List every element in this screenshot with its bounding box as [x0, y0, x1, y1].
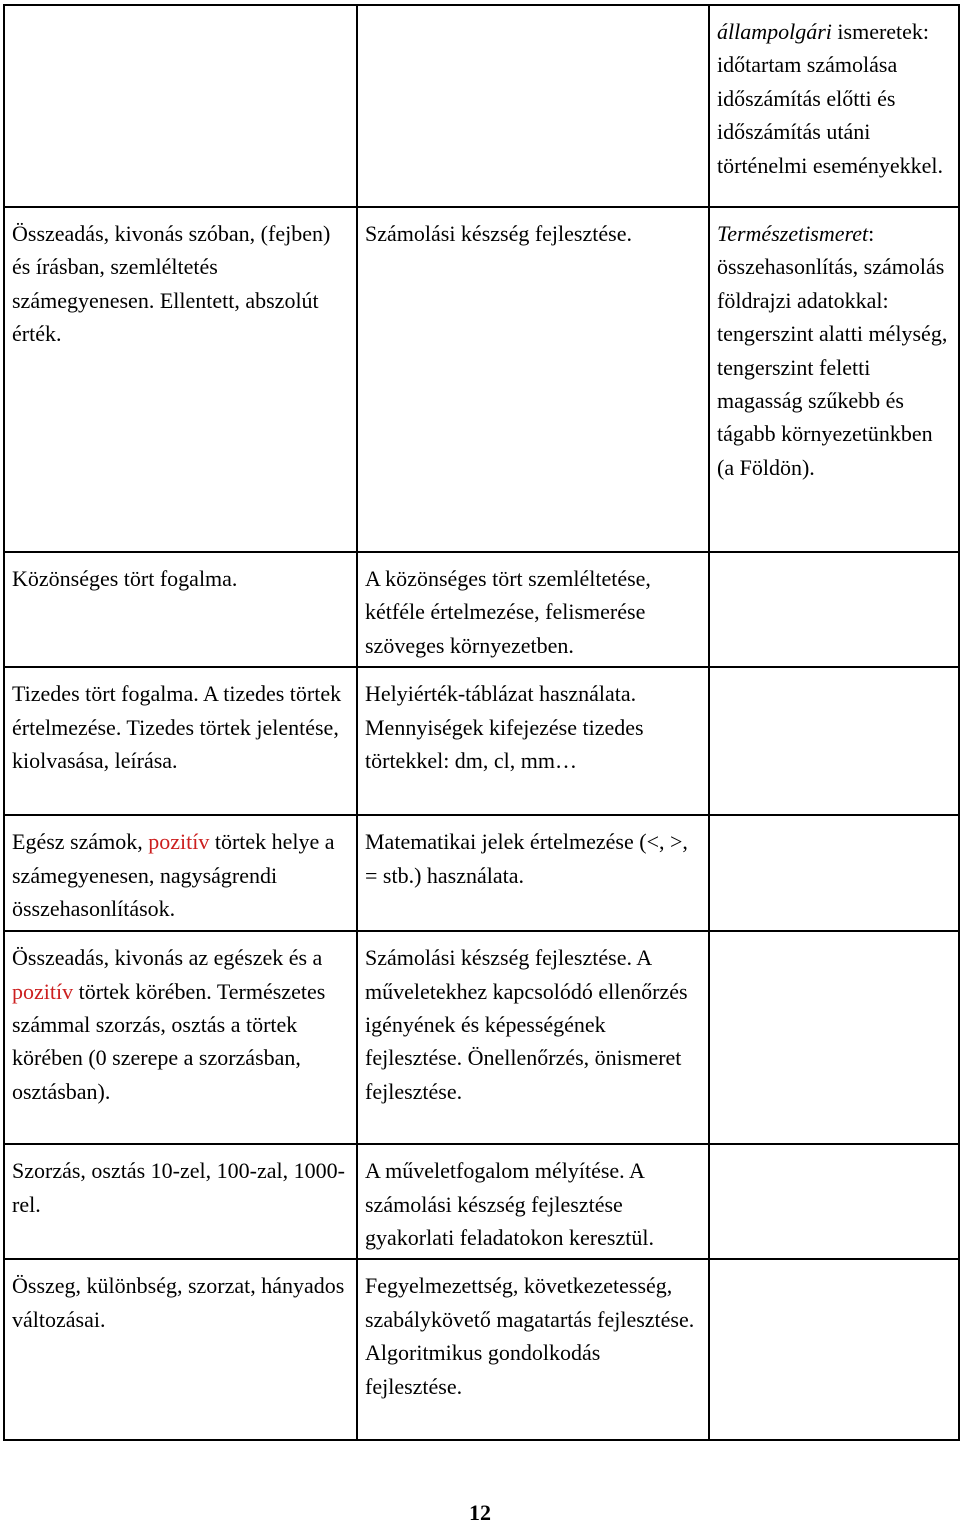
text-run: Helyiérték-táblázat használata. Mennyiségek kifejezése tizedes törtekkel: dm, cl, mm…	[365, 681, 644, 774]
connections-cell	[709, 1144, 959, 1259]
text-run: ismeretek: időtartam számolása időszámítás előtti és időszámítás utáni történelmi eseményekkel.	[717, 19, 944, 178]
text-run: Összeadás, kivonás szóban, (fejben) és írásban, szemléltetés számegyenesen. Ellentett, abszolút érték.	[12, 221, 331, 347]
table-row	[4, 815, 959, 931]
table-row	[4, 667, 959, 815]
text-run: Matematikai jelek értelmezése (<, >, = stb.) használata.	[365, 829, 688, 888]
table-row	[4, 1144, 959, 1259]
text-run: : összehasonlítás, számolás földrajzi adatokkal: tengerszint alatti mélység, tengerszint feletti magasság szűkebb és tágabb környezetünkben (a Földön).	[717, 221, 948, 480]
text-run: törtek körében. Természetes számmal szorzás, osztás a törtek körében (0 szerepe a szorzásban, osztásban).	[12, 978, 326, 1104]
text-run: Szorzás, osztás 10-zel, 100-zal, 1000-rel.	[12, 1158, 345, 1217]
text-run: Fegyelmezettség, következetesség, szabálykövető magatartás fejlesztése. Algoritmikus gondolkodás fejlesztése.	[365, 1273, 695, 1399]
text-run: Tizedes tört fogalma. A tizedes törtek értelmezése. Tizedes törtek jelentése, kiolvasása, leírása.	[12, 681, 342, 774]
text-run: Összeg, különbség, szorzat, hányados változásai.	[12, 1273, 345, 1332]
connections-cell	[709, 552, 959, 667]
connections-cell	[709, 5, 959, 207]
text-run: Összeadás, kivonás az egészek és a	[12, 945, 323, 971]
page-number: 12	[469, 1500, 491, 1525]
table-row	[4, 5, 959, 207]
table-row	[4, 1259, 959, 1440]
text-run: pozitív	[12, 978, 74, 1004]
text-run: Egész számok,	[12, 829, 149, 855]
development-cell	[357, 815, 709, 931]
content-cell	[4, 5, 357, 207]
text-run: állampolgári	[717, 19, 832, 44]
content-cell	[4, 931, 357, 1144]
connections-cell	[709, 815, 959, 931]
connections-cell	[709, 207, 959, 552]
text-run: Közönséges tört fogalma.	[12, 566, 238, 591]
content-cell	[4, 815, 357, 931]
content-cell	[4, 552, 357, 667]
development-cell	[357, 931, 709, 1144]
table-row	[4, 552, 959, 667]
development-cell	[357, 1259, 709, 1440]
text-run: pozitív	[148, 829, 210, 855]
development-cell	[357, 552, 709, 667]
development-cell	[357, 1144, 709, 1259]
text-run: A műveletfogalom mélyítése. A számolási készség fejlesztése gyakorlati feladatokon keresztül.	[365, 1158, 654, 1251]
content-cell	[4, 1144, 357, 1259]
content-cell	[4, 667, 357, 815]
text-run: Természetismeret	[717, 221, 869, 246]
content-cell	[4, 1259, 357, 1440]
connections-cell	[709, 667, 959, 815]
table-row	[4, 931, 959, 1144]
table-row	[4, 207, 959, 552]
text-run: A közönséges tört szemléltetése, kétféle értelmezése, felismerése szöveges környezetben.	[365, 566, 651, 658]
curriculum-table	[3, 4, 960, 1441]
development-cell	[357, 5, 709, 207]
content-cell	[4, 207, 357, 552]
connections-cell	[709, 1259, 959, 1440]
connections-cell	[709, 931, 959, 1144]
text-run: törtek helye a számegyenesen, nagyságrendi összehasonlítások.	[12, 829, 335, 922]
development-cell	[357, 667, 709, 815]
text-run: Számolási készség fejlesztése.	[365, 221, 632, 246]
text-run: Számolási készség fejlesztése. A műveletekhez kapcsolódó ellenőrzés igényének és képességének fejlesztése. Önellenőrzés, önismeret fejlesztése.	[365, 945, 688, 1104]
development-cell	[357, 207, 709, 552]
